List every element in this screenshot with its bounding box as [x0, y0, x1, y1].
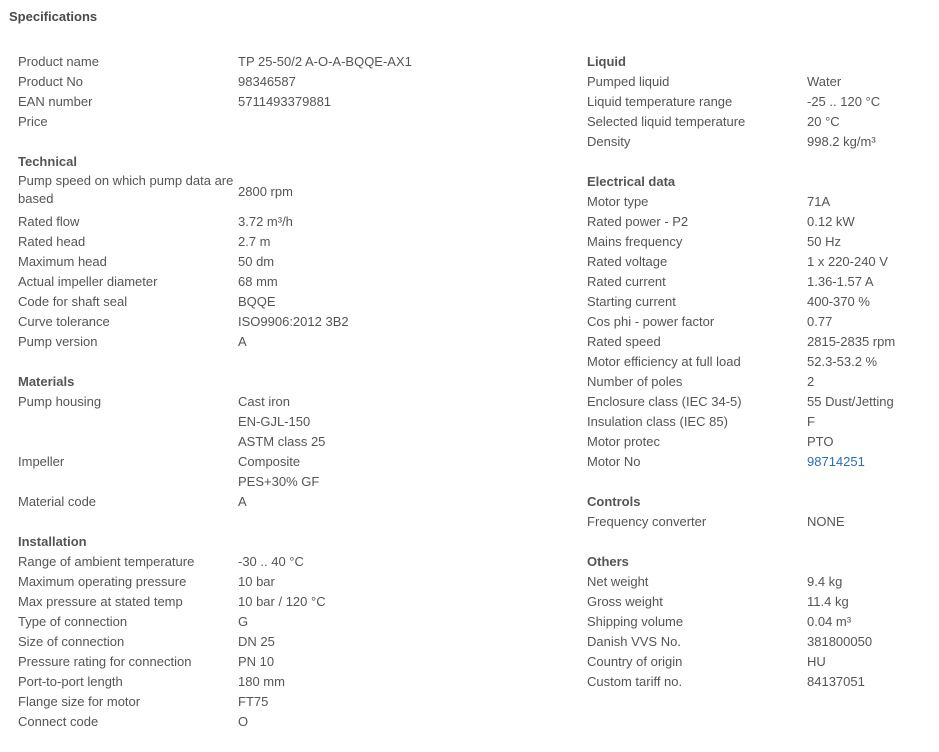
spec-values	[807, 412, 932, 432]
spec-value: PN 10	[238, 654, 275, 669]
spec-label: Impeller	[18, 454, 65, 469]
motor-number-link[interactable]: 98714251	[807, 454, 865, 469]
right-spec-column	[587, 52, 932, 712]
spec-values	[238, 492, 578, 512]
spec-values	[807, 132, 932, 152]
section-title: Electrical data	[587, 174, 676, 189]
spec-section-others	[587, 552, 932, 692]
spec-label: Rated voltage	[587, 254, 668, 269]
spec-value: HU	[807, 654, 826, 669]
spec-values	[807, 272, 932, 292]
spec-row	[587, 292, 932, 312]
spec-label: Selected liquid temperature	[587, 114, 746, 129]
spec-row	[587, 212, 932, 232]
spec-row	[587, 112, 932, 132]
spec-value	[238, 112, 578, 132]
spec-label: Net weight	[587, 574, 649, 589]
spec-label: Custom tariff no.	[587, 674, 683, 689]
left-spec-column	[18, 52, 578, 752]
spec-row	[587, 652, 932, 672]
spec-label: Mains frequency	[587, 234, 683, 249]
spec-row	[18, 712, 578, 732]
spec-value: DN 25	[238, 634, 275, 649]
spec-row	[587, 592, 932, 612]
spec-value: 68 mm	[238, 274, 278, 289]
spec-row	[18, 172, 578, 212]
spec-row	[18, 312, 578, 332]
spec-value: EN-GJL-150	[238, 414, 311, 429]
spec-value: 0.77	[807, 314, 833, 329]
spec-label: Starting current	[587, 294, 676, 309]
spec-values	[807, 252, 932, 272]
spec-section-technical	[18, 152, 578, 352]
spec-value: 84137051	[807, 674, 865, 689]
spec-label: Product name	[18, 54, 99, 69]
spec-label: Size of connection	[18, 634, 125, 649]
spec-row	[18, 492, 578, 512]
spec-row	[18, 572, 578, 592]
spec-row	[18, 452, 578, 492]
spec-label: Actual impeller diameter	[18, 274, 158, 289]
spec-value: 400-370 %	[807, 294, 870, 309]
spec-value: 1 x 220-240 V	[807, 254, 888, 269]
spec-row	[587, 672, 932, 692]
spec-row	[587, 612, 932, 632]
spec-value: 50 Hz	[807, 234, 841, 249]
spec-values	[238, 552, 578, 572]
spec-value: FT75	[238, 694, 269, 709]
spec-values	[238, 92, 578, 112]
spec-value: 2.7 m	[238, 234, 271, 249]
spec-values	[807, 592, 932, 612]
spec-values	[807, 72, 932, 92]
spec-label: Maximum operating pressure	[18, 574, 187, 589]
spec-value: Composite	[238, 454, 301, 469]
spec-value: 71A	[807, 194, 831, 209]
spec-label: Motor protec	[587, 434, 660, 449]
spec-label: Flange size for motor	[18, 694, 141, 709]
spec-value: PES+30% GF	[238, 474, 320, 489]
spec-section-installation	[18, 532, 578, 732]
spec-label: Density	[587, 134, 631, 149]
spec-label: Pump version	[18, 334, 98, 349]
spec-values	[238, 572, 578, 592]
spec-values	[807, 392, 932, 412]
spec-row	[18, 392, 578, 452]
spec-values	[807, 192, 932, 212]
spec-label: Range of ambient temperature	[18, 554, 195, 569]
spec-label: Pressure rating for connection	[18, 654, 192, 669]
spec-values	[807, 612, 932, 632]
spec-label: Gross weight	[587, 594, 663, 609]
spec-value: 10 bar	[238, 574, 275, 589]
spec-label: Pump speed on which pump data are based	[18, 173, 234, 206]
spec-values	[238, 172, 578, 212]
spec-row	[18, 252, 578, 272]
spec-value: 2	[807, 374, 815, 389]
spec-row	[18, 552, 578, 572]
spec-values	[807, 332, 932, 352]
spec-label: Type of connection	[18, 614, 128, 629]
section-title: Installation	[18, 534, 87, 549]
spec-label: Motor type	[587, 194, 649, 209]
spec-row	[18, 292, 578, 312]
spec-value: 0.04 m³	[807, 614, 852, 629]
spec-values	[807, 312, 932, 332]
spec-row	[18, 212, 578, 232]
spec-value: 1.36-1.57 A	[807, 274, 874, 289]
spec-values	[807, 92, 932, 112]
spec-values	[238, 252, 578, 272]
spec-row	[587, 92, 932, 112]
spec-value: ISO9906:2012 3B2	[238, 314, 349, 329]
spec-value: -25 .. 120 °C	[807, 94, 881, 109]
spec-label: Connect code	[18, 714, 99, 729]
spec-values	[238, 52, 578, 72]
spec-values	[807, 112, 932, 132]
spec-values	[238, 212, 578, 232]
spec-value: 2815-2835 rpm	[807, 334, 896, 349]
section-title: Liquid	[587, 54, 626, 69]
spec-value: 381800050	[807, 634, 873, 649]
spec-row	[18, 232, 578, 252]
spec-row	[18, 672, 578, 692]
spec-values	[238, 72, 578, 92]
spec-value: 0.12 kW	[807, 214, 855, 229]
spec-label: Rated power - P2	[587, 214, 689, 229]
spec-label: Rated current	[587, 274, 666, 289]
spec-row	[587, 232, 932, 252]
spec-label: Rated head	[18, 234, 86, 249]
spec-row	[587, 352, 932, 372]
spec-values	[807, 232, 932, 252]
spec-value: PTO	[807, 434, 834, 449]
spec-row	[587, 72, 932, 92]
spec-label: Motor No	[587, 454, 641, 469]
spec-section-electrical-data	[587, 172, 932, 472]
spec-values	[238, 592, 578, 612]
spec-label: Rated flow	[18, 214, 80, 229]
spec-value: O	[238, 714, 249, 729]
spec-row	[587, 132, 932, 152]
spec-value: 5711493379881	[238, 94, 332, 109]
spec-values	[807, 432, 932, 452]
spec-row	[587, 332, 932, 352]
spec-row	[18, 692, 578, 712]
spec-values	[238, 712, 578, 732]
spec-row	[587, 192, 932, 212]
spec-values	[807, 652, 932, 672]
spec-row	[18, 612, 578, 632]
spec-values	[807, 512, 932, 532]
spec-value: 11.4 kg	[807, 594, 849, 609]
spec-row	[587, 392, 932, 412]
spec-value: 998.2 kg/m³	[807, 134, 876, 149]
spec-values	[807, 632, 932, 652]
section-title: Technical	[18, 154, 78, 169]
spec-value: 52.3-53.2 %	[807, 354, 878, 369]
spec-values	[238, 692, 578, 712]
spec-value: G	[238, 614, 249, 629]
spec-label: Port-to-port length	[18, 674, 123, 689]
spec-values	[238, 232, 578, 252]
spec-label: Country of origin	[587, 654, 683, 669]
spec-row	[18, 112, 578, 132]
spec-row	[587, 272, 932, 292]
spec-value: Cast iron	[238, 394, 291, 409]
spec-value: 20 °C	[807, 114, 840, 129]
spec-value: 3.72 m³/h	[238, 214, 293, 229]
spec-row	[18, 72, 578, 92]
spec-label: Danish VVS No.	[587, 634, 681, 649]
spec-row	[587, 252, 932, 272]
spec-values	[238, 112, 578, 132]
spec-row	[18, 632, 578, 652]
spec-values	[238, 612, 578, 632]
spec-label: Cos phi - power factor	[587, 314, 715, 329]
spec-section-general	[18, 52, 578, 132]
spec-values	[238, 312, 578, 332]
spec-row	[18, 272, 578, 292]
spec-label: Product No	[18, 74, 84, 89]
spec-row	[18, 332, 578, 352]
spec-label: Maximum head	[18, 254, 107, 269]
spec-values	[238, 292, 578, 312]
section-title: Controls	[587, 494, 641, 509]
spec-value: 9.4 kg	[807, 574, 843, 589]
spec-values	[807, 572, 932, 592]
spec-value: BQQE	[238, 294, 276, 309]
spec-row	[587, 452, 932, 472]
spec-section-liquid	[587, 52, 932, 152]
spec-section-controls	[587, 492, 932, 532]
spec-section-materials	[18, 372, 578, 512]
spec-value: -30 .. 40 °C	[238, 554, 304, 569]
spec-row	[587, 312, 932, 332]
spec-label: EAN number	[18, 94, 93, 109]
spec-values	[238, 392, 578, 452]
spec-values	[807, 292, 932, 312]
spec-label: Price	[18, 114, 48, 129]
spec-values	[807, 672, 932, 692]
spec-label: Code for shaft seal	[18, 294, 128, 309]
spec-values	[807, 212, 932, 232]
spec-row	[587, 512, 932, 532]
spec-values	[238, 652, 578, 672]
spec-value: 98346587	[238, 74, 296, 89]
spec-label: Rated speed	[587, 334, 661, 349]
spec-label: Pumped liquid	[587, 74, 670, 89]
spec-label: Motor efficiency at full load	[587, 354, 741, 369]
spec-label: Curve tolerance	[18, 314, 110, 329]
spec-values	[238, 632, 578, 652]
spec-row	[18, 652, 578, 672]
spec-value: Water	[807, 74, 842, 89]
spec-row	[587, 372, 932, 392]
page-title: Specifications	[9, 9, 98, 24]
spec-label: Number of poles	[587, 374, 683, 389]
spec-values	[807, 352, 932, 372]
spec-value: 2800 rpm	[238, 184, 293, 199]
spec-values	[238, 452, 578, 492]
section-title: Others	[587, 554, 629, 569]
spec-label: Insulation class (IEC 85)	[587, 414, 728, 429]
spec-values	[807, 372, 932, 392]
spec-label: Pump housing	[18, 394, 102, 409]
spec-value: F	[807, 414, 815, 429]
spec-row	[18, 592, 578, 612]
spec-label: Liquid temperature range	[587, 94, 733, 109]
spec-values	[238, 272, 578, 292]
spec-value: A	[238, 334, 247, 349]
spec-row	[18, 52, 578, 72]
spec-value: 180 mm	[238, 674, 285, 689]
spec-label: Max pressure at stated temp	[18, 594, 183, 609]
spec-label: Shipping volume	[587, 614, 684, 629]
spec-value: 50 dm	[238, 254, 275, 269]
spec-values	[807, 452, 932, 472]
spec-value: A	[238, 494, 247, 509]
spec-label: Material code	[18, 494, 97, 509]
spec-value: NONE	[807, 514, 845, 529]
spec-row	[587, 432, 932, 452]
spec-value: ASTM class 25	[238, 434, 326, 449]
spec-values	[238, 672, 578, 692]
section-title: Materials	[18, 374, 75, 389]
spec-row	[587, 412, 932, 432]
spec-value: 10 bar / 120 °C	[238, 594, 326, 609]
spec-value: TP 25-50/2 A-O-A-BQQE-AX1	[238, 54, 412, 69]
spec-label: Enclosure class (IEC 34-5)	[587, 394, 742, 409]
spec-row	[587, 572, 932, 592]
spec-value: 55 Dust/Jetting	[807, 394, 894, 409]
spec-row	[18, 92, 578, 112]
spec-label: Frequency converter	[587, 514, 707, 529]
spec-row	[587, 632, 932, 652]
spec-values	[238, 332, 578, 352]
